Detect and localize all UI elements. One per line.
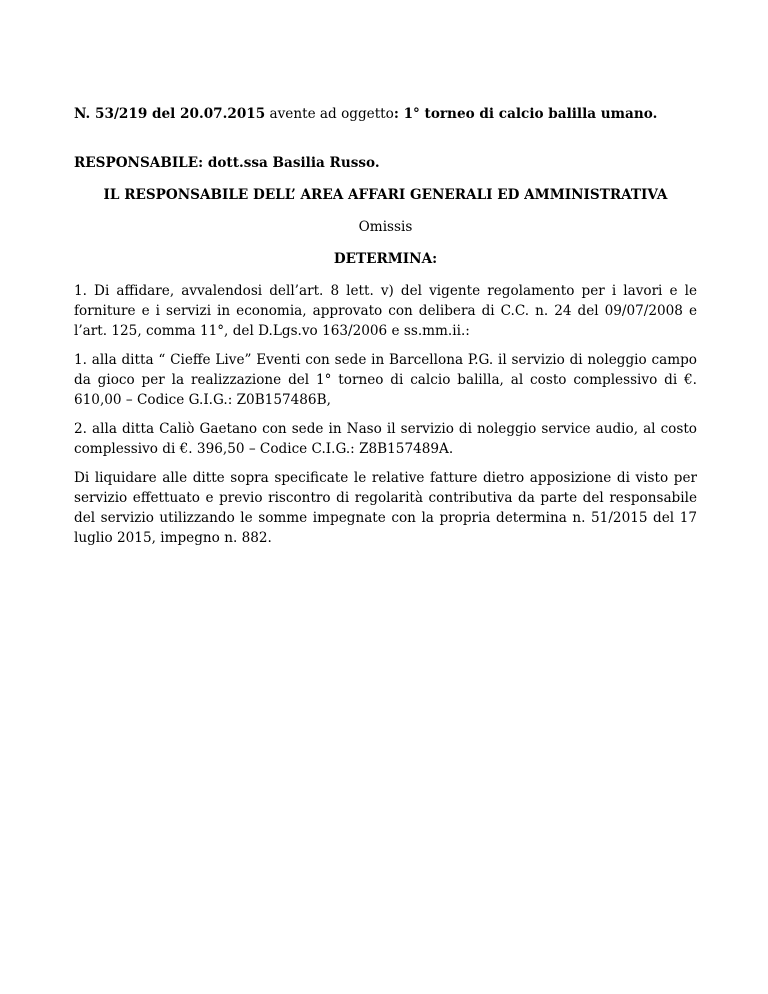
determina-heading: DETERMINA: <box>333 251 438 267</box>
omissis-line: Omissis <box>358 219 413 235</box>
paragraph-item-1: 1. alla ditta “ Cieffe Live” Eventi con sede in Barcellona P.G. il servizio di noleggio campo da gioco per la realizzazione del 1° torneo di calcio balilla, al costo complessivo di €. 610,00 – Codice G.I.G.: Z0B157486B, <box>74 352 697 408</box>
determination-subject: : 1° torneo di calcio balilla umano. <box>393 106 658 122</box>
paragraph-liquidazione: Di liquidare alle ditte sopra specificate le relative fatture dietro apposizione di visto per servizio effettuato e previo riscontro di regolarità contributiva da parte del responsabile del servizio utilizzando le somme impegnate con la propria determina n. 51/2015 del 17 luglio 2015, impegno n. 882. <box>74 470 697 546</box>
header-connector: avente ad oggetto <box>265 106 394 122</box>
paragraph-item-2: 2. alla ditta Caliò Gaetano con sede in Naso il servizio di noleggio service audio, al costo complessivo di €. 396,50 – Codice C.I.G.: Z8B157489A. <box>74 421 697 457</box>
paragraph-affidamento: 1. Di affidare, avvalendosi dell’art. 8 lett. v) del vigente regolamento per i lavori e le forniture e i servizi in economia, approvato con delibera di C.C. n. 24 del 09/07/2008 e l’art. 125, comma 11°, del D.Lgs.vo 163/2006 e ss.mm.ii.: <box>74 283 697 339</box>
document-header-line <box>74 104 697 124</box>
responsabile-line: RESPONSABILE: dott.ssa Basilia Russo. <box>74 155 380 171</box>
determination-number: N. 53/219 del 20.07.2015 <box>74 106 266 122</box>
document-page <box>74 104 697 557</box>
area-title: IL RESPONSABILE DELL’ AREA AFFARI GENERALI ED AMMINISTRATIVA <box>103 187 668 203</box>
